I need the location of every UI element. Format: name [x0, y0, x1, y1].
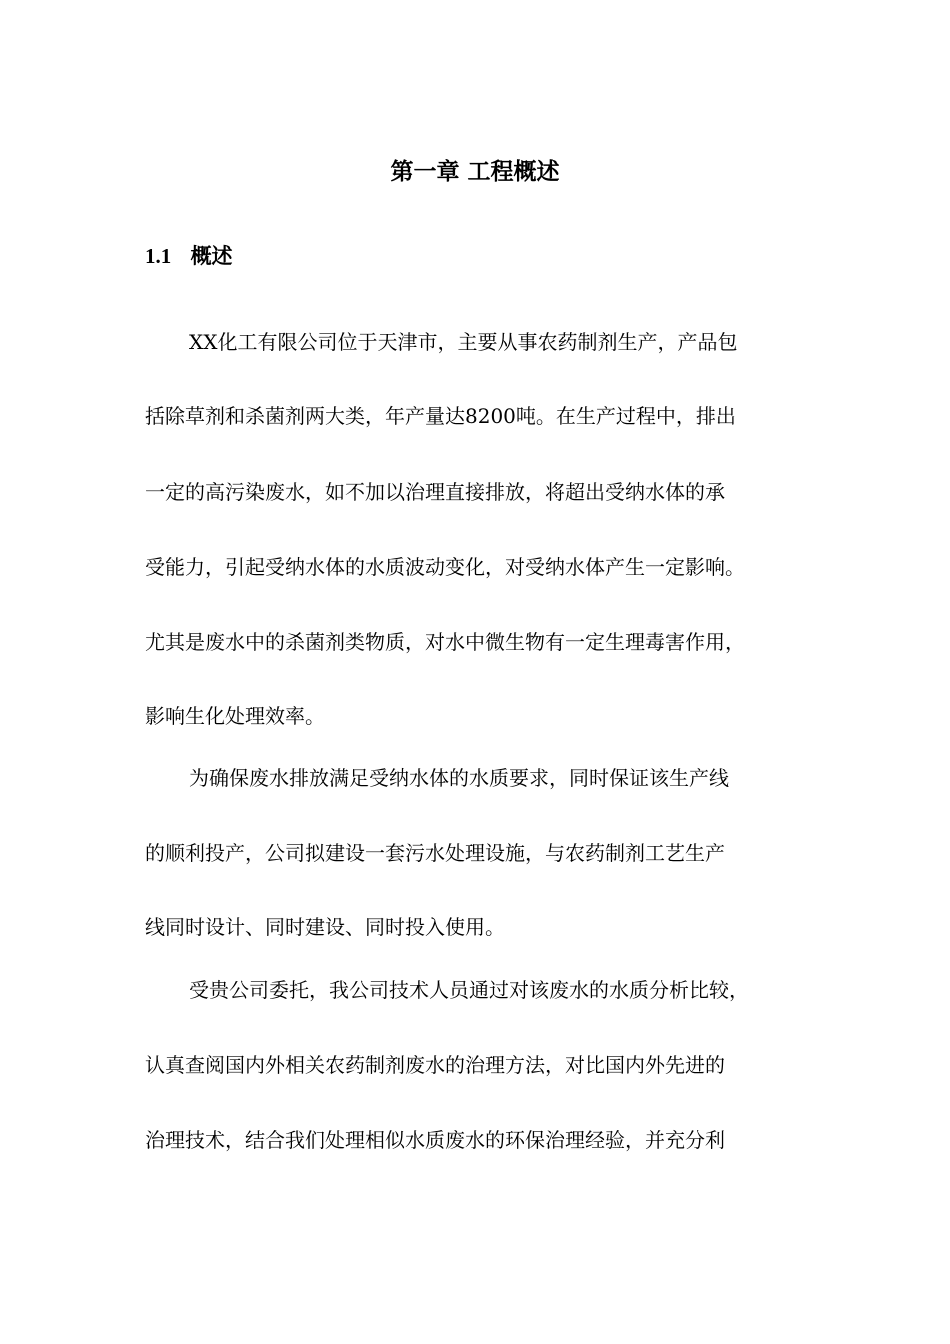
section-title: 概述: [190, 244, 233, 268]
chapter-title: 第一章 工程概述: [390, 159, 560, 185]
paragraph-1-line-1: XX化工有限公司位于天津市，主要从事农药制剂生产，产品包: [189, 330, 738, 354]
paragraph-3-line-3: 治理技术，结合我们处理相似水质废水的环保治理经验，并充分利: [145, 1128, 725, 1152]
paragraph-2-line-2: 的顺利投产，公司拟建设一套污水处理设施，与农药制剂工艺生产: [145, 841, 725, 865]
paragraph-3-line-1: 受贵公司委托，我公司技术人员通过对该废水的水质分析比较，: [189, 978, 749, 1002]
paragraph-2-line-3: 线同时设计、同时建设、同时投入使用。: [145, 915, 505, 939]
paragraph-1-line-3: 一定的高污染废水，如不加以治理直接排放，将超出受纳水体的承: [145, 480, 725, 504]
paragraph-1-line-5: 尤其是废水中的杀菌剂类物质，对水中微生物有一定生理毒害作用，: [145, 630, 745, 654]
paragraph-3-line-2: 认真查阅国内外相关农药制剂废水的治理方法，对比国内外先进的: [145, 1053, 725, 1077]
paragraph-1-line-6: 影响生化处理效率。: [145, 704, 325, 728]
paragraph-1-line-2: 括除草剂和杀菌剂两大类，年产量达8200吨。在生产过程中，排出: [145, 404, 736, 428]
paragraph-1-line-4: 受能力，引起受纳水体的水质波动变化，对受纳水体产生一定影响。: [145, 555, 745, 579]
section-heading: [145, 240, 233, 272]
section-number: 1.1: [145, 244, 172, 268]
paragraph-2-line-1: 为确保废水排放满足受纳水体的水质要求，同时保证该生产线: [189, 766, 729, 790]
